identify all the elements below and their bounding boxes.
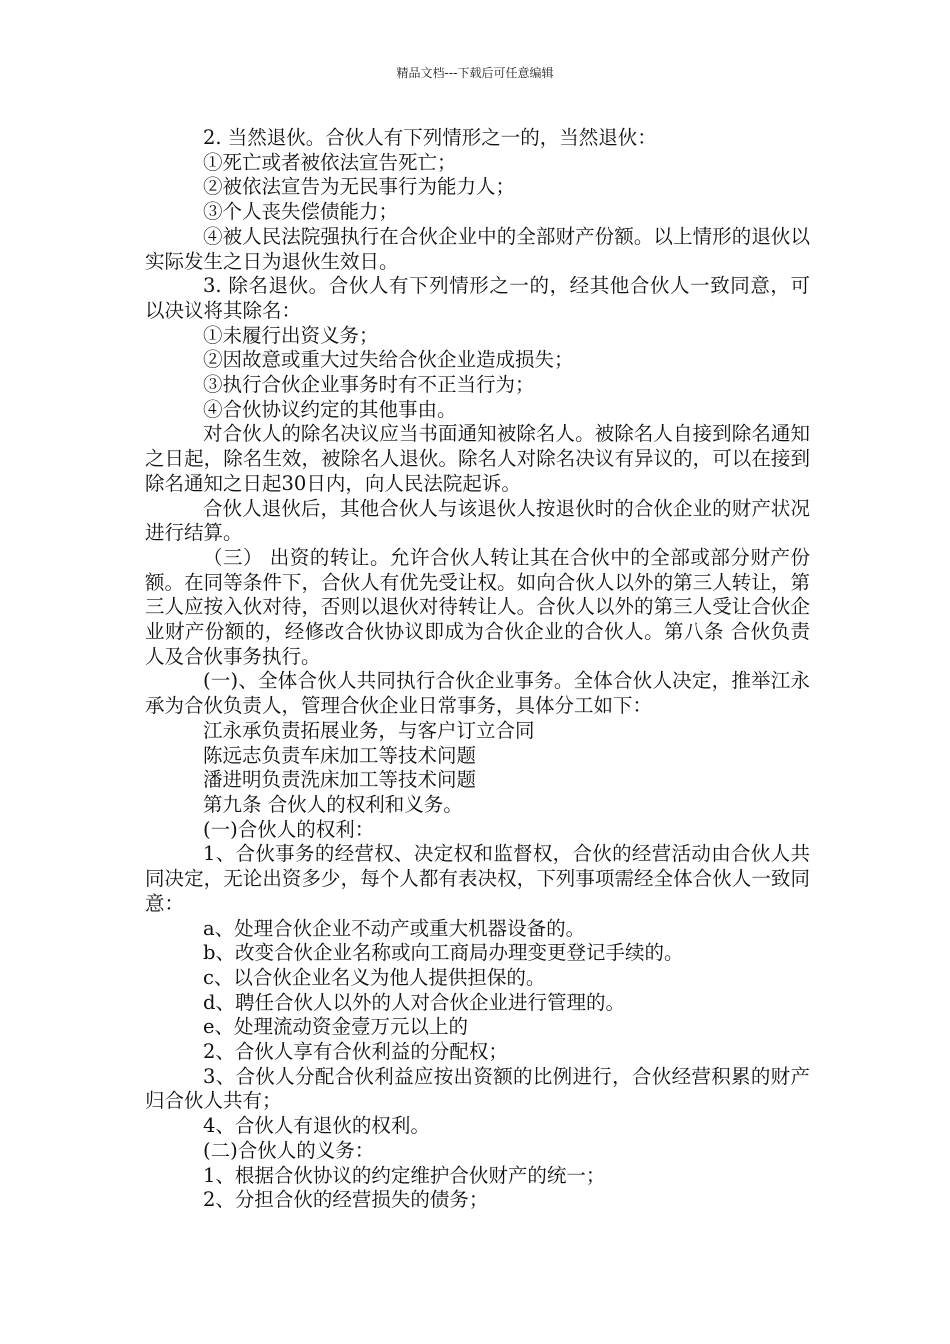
paragraph: (二)合伙人的义务：: [203, 1138, 375, 1162]
paragraph: 1、根据合伙协议的约定维护合伙财产的统一；: [203, 1163, 606, 1187]
section-heading: 第九条 合伙人的权利和义务。: [203, 792, 463, 816]
paragraph: 2、分担合伙的经营损失的债务；: [203, 1188, 489, 1212]
paragraph: （三） 出资的转让。允许合伙人转让其在合伙中的全部或部分财产份额。在同等条件下，合伙人有优先受让权。如向合伙人以外的第三人转让，第三人应按入伙对待，否则以退伙对待转让人。合伙人以外的第三人受让合伙企业财产份额的，经修改合伙协议即成为合伙企业的合伙人。第八条 合伙负责人及合伙事务执行。: [145, 545, 810, 668]
page-header: 精品文档---下载后可任意编辑: [396, 66, 554, 80]
paragraph: 合伙人退伙后，其他合伙人与该退伙人按退伙时的合伙企业的财产状况进行结算。: [145, 496, 810, 545]
paragraph: 陈远志负责车床加工等技术问题: [203, 743, 477, 767]
paragraph: 江永承负责拓展业务，与客户订立合同: [203, 718, 535, 742]
paragraph: 2、合伙人享有合伙利益的分配权；: [203, 1040, 508, 1064]
paragraph: 3、合伙人分配合伙利益应按出资额的比例进行，合伙经营积累的财产归合伙人共有；: [145, 1064, 810, 1113]
paragraph: 对合伙人的除名决议应当书面通知被除名人。被除名人自接到除名通知之日起，除名生效，被除名人退伙。除名人对除名决议有异议的，可以在接到除名通知之日起30日内，向人民法院起诉。: [145, 422, 810, 495]
paragraph: ④被人民法院强执行在合伙企业中的全部财产份额。以上情形的退伙以实际发生之日为退伙生效日。: [145, 224, 810, 273]
paragraph: 潘进明负责洗床加工等技术问题: [203, 768, 477, 792]
paragraph: (一)合伙人的权利：: [203, 817, 375, 841]
paragraph: ②因故意或重大过失给合伙企业造成损失；: [203, 348, 574, 372]
paragraph: 2. 当然退伙。合伙人有下列情形之一的，当然退伙：: [203, 126, 657, 149]
document-body: [145, 126, 810, 1213]
list-item: a、处理合伙企业不动产或重大机器设备的。: [203, 916, 586, 940]
paragraph: 4、合伙人有退伙的权利。: [203, 1114, 430, 1138]
paragraph: ④合伙协议约定的其他事由。: [203, 397, 457, 421]
paragraph: (一)、全体合伙人共同执行合伙企业事务。全体合伙人决定，推举江永承为合伙负责人，管理合伙企业日常事务，具体分工如下：: [145, 669, 810, 718]
paragraph: ③个人丧失偿债能力；: [203, 200, 399, 224]
paragraph: ①死亡或者被依法宣告死亡；: [203, 150, 457, 174]
list-item: c、以合伙企业名义为他人提供担保的。: [203, 965, 546, 989]
list-item: e、处理流动资金壹万元以上的: [203, 1015, 469, 1039]
paragraph: ③执行合伙企业事务时有不正当行为；: [203, 373, 535, 397]
list-item: d、聘任合伙人以外的人对合伙企业进行管理的。: [203, 990, 625, 1014]
list-item: b、改变合伙企业名称或向工商局办理变更登记手续的。: [203, 941, 684, 965]
paragraph: 1、合伙事务的经营权、决定权和监督权，合伙的经营活动由合伙人共同决定，无论出资多少，每个人都有表决权，下列事项需经全体合伙人一致同意：: [145, 842, 810, 915]
paragraph: 3. 除名退伙。合伙人有下列情形之一的，经其他合伙人一致同意，可以决议将其除名：: [145, 274, 810, 322]
paragraph: ②被依法宣告为无民事行为能力人；: [203, 175, 516, 199]
paragraph: ①未履行出资义务；: [203, 323, 379, 347]
